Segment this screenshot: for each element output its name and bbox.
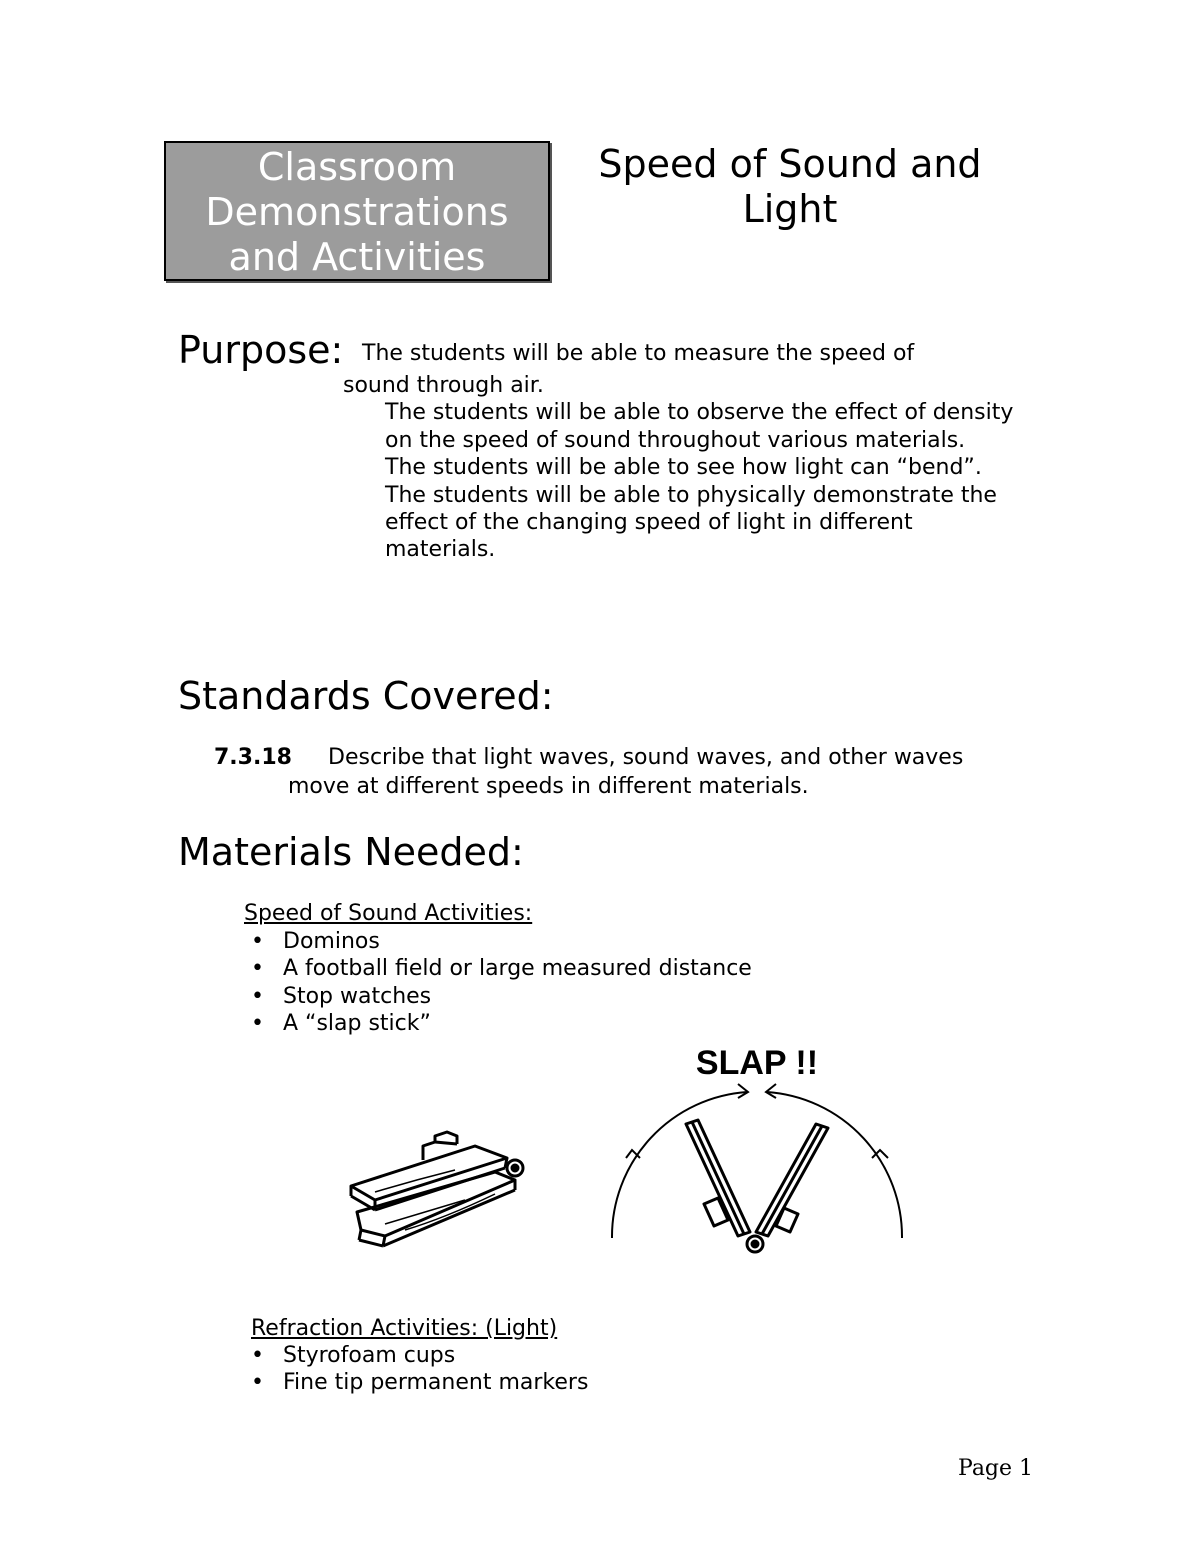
list-item: • A football field or large measured distance [244,955,752,982]
purpose-first-continuation: sound through air. [343,373,544,398]
purpose-first-line: The students will be able to measure the speed of [362,341,915,366]
purpose-heading: Purpose: [178,328,344,372]
standard-text-line-1: Describe that light waves, sound waves, and other waves [328,745,964,770]
purpose-item: The students will be able to physically demonstrate the effect of the changing speed of light in different materials. [385,482,997,563]
standards-heading: Standards Covered: [178,674,554,718]
slap-stick-open-illustration [600,1040,910,1260]
standard-text-line-2: move at different speeds in different materials. [288,773,809,799]
sound-activities-heading: Speed of Sound Activities: [244,901,533,926]
purpose-body [343,372,1023,564]
standard-entry [214,744,1034,801]
category-box [164,141,550,281]
list-item: • Dominos [244,928,752,955]
standard-code: 7.3.18 [214,745,292,770]
refraction-materials-list [244,1342,588,1397]
list-item: • A “slap stick” [244,1010,752,1037]
purpose-item: The students will be able to see how light can “bend”. [385,455,982,481]
purpose-item: The students will be able to observe the effect of density on the speed of sound throughout various materials. [385,400,1014,453]
document-title: Speed of Sound and Light [598,142,982,231]
page-number: Page 1 [958,1456,1034,1481]
sound-materials-list [244,928,752,1038]
list-item: • Styrofoam cups [244,1342,588,1369]
slap-stick-closed-illustration [345,1130,535,1250]
refraction-activities-heading: Refraction Activities: (Light) [251,1316,558,1341]
list-item: • Fine tip permanent markers [244,1369,588,1396]
slap-label: SLAP !! [695,1044,819,1082]
list-item: • Stop watches [244,983,752,1010]
materials-heading: Materials Needed: [178,830,524,874]
category-label: Classroom Demonstrations and Activities [205,145,509,279]
